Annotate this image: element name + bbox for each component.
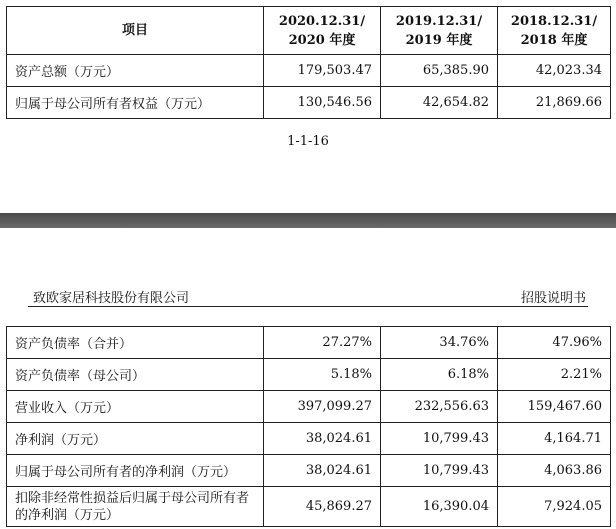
row-label: 资产负债率（母公司）	[7, 359, 264, 391]
table-row	[7, 55, 611, 87]
cell-value: 2.21%	[498, 359, 611, 391]
row-label: 净利润（万元）	[7, 423, 264, 455]
header-rule	[28, 306, 588, 307]
row-label: 归属于母公司所有者的净利润（万元）	[7, 455, 264, 487]
table-row	[7, 487, 611, 527]
table-row	[7, 359, 611, 391]
cell-value: 10,799.43	[381, 455, 498, 487]
row-label: 营业收入（万元）	[7, 391, 264, 423]
header-2018: 2018.12.31/ 2018 年度	[498, 7, 611, 55]
table-row	[7, 391, 611, 423]
table-row	[7, 455, 611, 487]
page-break-divider	[0, 213, 616, 228]
row-label: 资产负债率（合并）	[7, 327, 264, 359]
cell-value: 6.18%	[381, 359, 498, 391]
company-name: 致欧家居科技股份有限公司	[33, 291, 190, 306]
table-row	[7, 423, 611, 455]
cell-value: 65,385.90	[381, 55, 498, 87]
cell-value: 5.18%	[264, 359, 381, 391]
cell-value: 4,164.71	[498, 423, 611, 455]
cell-value: 47.96%	[498, 327, 611, 359]
header-item: 项目	[7, 7, 264, 55]
row-label: 归属于母公司所有者权益（万元）	[7, 87, 264, 119]
cell-value: 45,869.27	[264, 487, 381, 527]
cell-value: 159,467.60	[498, 391, 611, 423]
cell-value: 38,024.61	[264, 455, 381, 487]
table-header-row	[7, 7, 611, 55]
table-row	[7, 327, 611, 359]
document-type: 招股说明书	[520, 291, 586, 306]
cell-value: 232,556.63	[381, 391, 498, 423]
cell-value: 27.27%	[264, 327, 381, 359]
header-2020: 2020.12.31/ 2020 年度	[264, 7, 381, 55]
cell-value: 16,390.04	[381, 487, 498, 527]
row-label: 扣除非经常性损益后归属于母公司所有者的净利润（万元）	[7, 487, 264, 527]
cell-value: 42,023.34	[498, 55, 611, 87]
cell-value: 179,503.47	[264, 55, 381, 87]
row-label: 资产总额（万元）	[7, 55, 264, 87]
cell-value: 21,869.66	[498, 87, 611, 119]
cell-value: 4,063.86	[498, 455, 611, 487]
cell-value: 397,099.27	[264, 391, 381, 423]
cell-value: 10,799.43	[381, 423, 498, 455]
cell-value: 130,546.56	[264, 87, 381, 119]
header-2019: 2019.12.31/ 2019 年度	[381, 7, 498, 55]
cell-value: 38,024.61	[264, 423, 381, 455]
table-row	[7, 87, 611, 119]
cell-value: 42,654.82	[381, 87, 498, 119]
page-number: 1-1-16	[287, 134, 329, 149]
financial-summary-table-top	[6, 6, 611, 119]
financial-summary-table-bottom	[6, 326, 611, 527]
cell-value: 7,924.05	[498, 487, 611, 527]
cell-value: 34.76%	[381, 327, 498, 359]
